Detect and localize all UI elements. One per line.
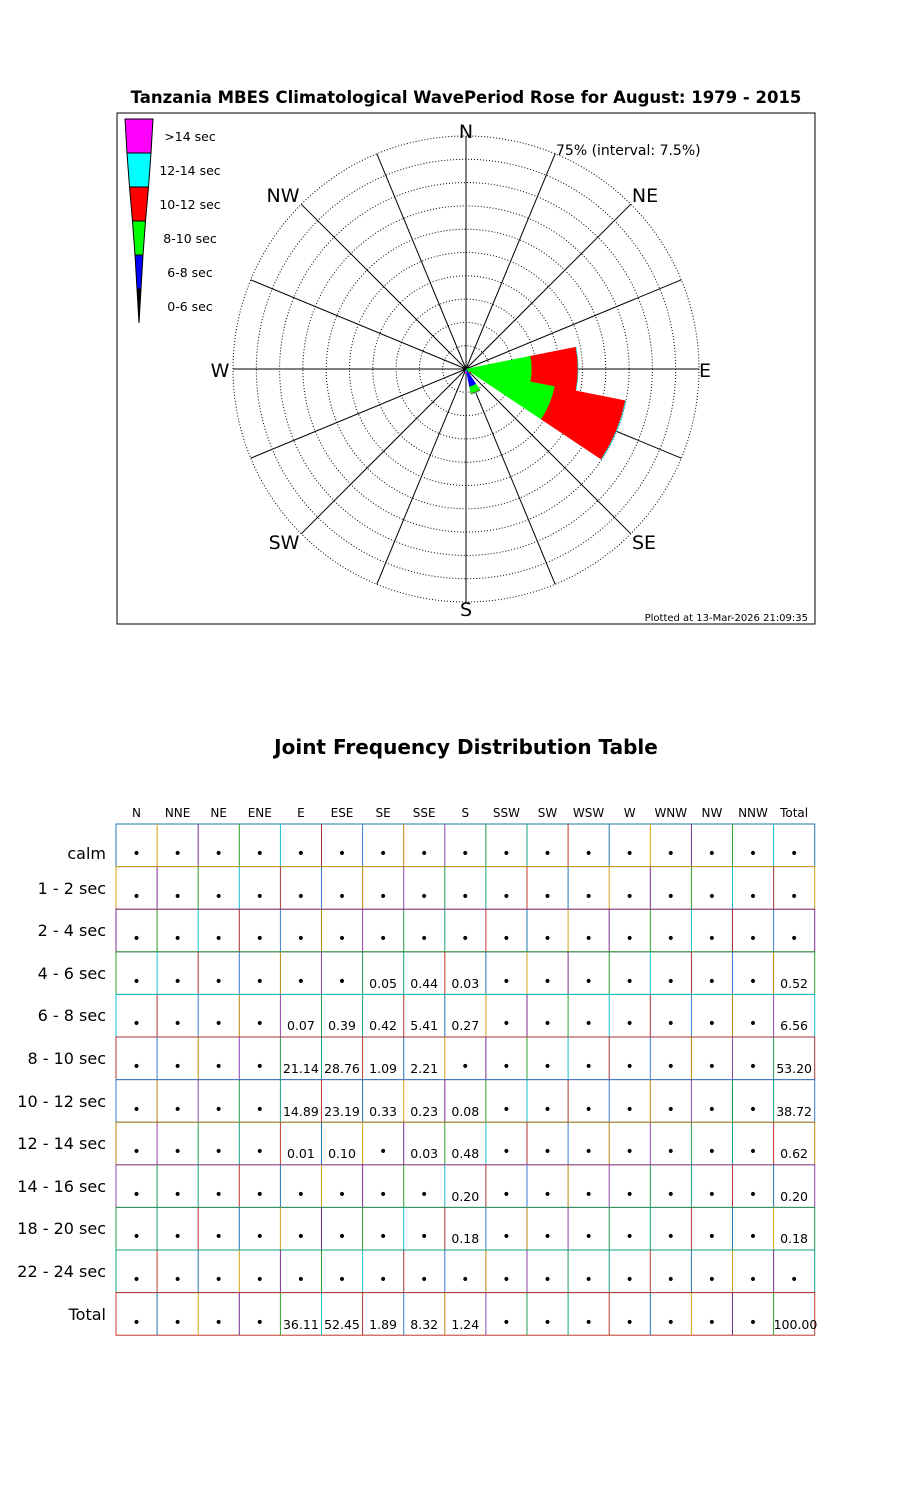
- table-cell: •: [543, 846, 552, 862]
- table-cell: •: [543, 1186, 552, 1203]
- table-cell: •: [461, 1059, 470, 1075]
- compass-nw: NW: [266, 185, 300, 207]
- table-cell: •: [748, 1186, 758, 1203]
- table-cell: 5.41: [410, 1018, 439, 1034]
- table-cell: •: [420, 1186, 429, 1203]
- table-cell: •: [214, 1272, 223, 1288]
- col-header-nnw: NNW: [738, 806, 768, 820]
- row-header: 6 - 8 sec: [37, 1006, 106, 1026]
- table-cell: •: [584, 1272, 593, 1288]
- table-cell: •: [296, 1186, 306, 1203]
- table-cell: •: [337, 1272, 347, 1288]
- table-cell: •: [378, 931, 388, 948]
- table-cell: •: [420, 931, 429, 948]
- table-cell: •: [625, 846, 634, 862]
- table-cell: 0.62: [780, 1146, 809, 1162]
- table-cell: •: [543, 1144, 552, 1161]
- table-cell: •: [173, 1272, 182, 1288]
- table-cell: 21.14: [282, 1061, 319, 1076]
- row-header: 18 - 20 sec: [17, 1219, 106, 1239]
- table-cell: •: [789, 931, 799, 948]
- table-cell: •: [378, 1144, 388, 1161]
- table-cell: •: [625, 1314, 634, 1331]
- row-header: 10 - 12 sec: [17, 1091, 106, 1111]
- table-cell: 0.07: [286, 1018, 315, 1034]
- table-cell: •: [337, 1229, 347, 1246]
- row-header: 8 - 10 sec: [27, 1049, 106, 1068]
- table-cell: •: [625, 888, 634, 905]
- col-header-se: SE: [375, 806, 391, 820]
- table-cell: •: [789, 888, 799, 905]
- compass-s: S: [459, 599, 473, 621]
- table-cell: •: [255, 846, 264, 862]
- table-cell: 0.08: [451, 1103, 480, 1119]
- compass-sw: SW: [268, 532, 300, 554]
- table-cell: •: [584, 1314, 593, 1331]
- table-cell: 0.03: [410, 1146, 439, 1162]
- table-cell: •: [214, 1101, 223, 1118]
- table-cell: •: [502, 1144, 511, 1161]
- table-cell: •: [584, 888, 593, 905]
- table-cell: •: [420, 846, 429, 862]
- table-cell: •: [378, 1272, 388, 1288]
- table-cell: •: [296, 888, 306, 905]
- table-cell: •: [584, 931, 593, 948]
- table-cell: •: [666, 888, 675, 905]
- table-cell: 0.05: [369, 975, 398, 991]
- col-header-e: E: [297, 806, 305, 820]
- table-cell: •: [748, 1101, 758, 1118]
- row-header: 12 - 14 sec: [17, 1134, 106, 1154]
- table-cell: 0.18: [780, 1231, 809, 1247]
- col-header-nne: NNE: [164, 806, 191, 820]
- table-cell: •: [666, 1101, 675, 1118]
- table-cell: •: [584, 973, 593, 990]
- table-cell: •: [337, 973, 347, 990]
- table-cell: 1.89: [369, 1316, 398, 1332]
- table-cell: 1.24: [451, 1316, 480, 1332]
- table-cell: •: [707, 846, 717, 862]
- table-cell: •: [378, 846, 388, 862]
- row-header: 1 - 2 sec: [37, 878, 106, 898]
- table-cell: 0.44: [410, 975, 439, 991]
- row-header: 14 - 16 sec: [17, 1176, 106, 1196]
- rose-title: Tanzania MBES Climatological WavePeriod Rose for August: 1979 - 2015: [130, 88, 802, 107]
- table-cell: •: [337, 888, 347, 905]
- table-cell: •: [461, 888, 470, 905]
- col-header-n: N: [132, 806, 141, 820]
- legend-label: 0-6 sec: [167, 299, 213, 314]
- compass-n: N: [458, 121, 474, 143]
- table-cell: •: [420, 888, 429, 905]
- table-cell: •: [502, 1059, 511, 1075]
- table-cell: •: [789, 1272, 799, 1288]
- table-cell: •: [214, 1144, 223, 1161]
- table-cell: •: [502, 973, 511, 990]
- table-cell: •: [173, 973, 182, 990]
- table-cell: •: [296, 931, 306, 948]
- table-cell: •: [461, 1272, 470, 1288]
- table-cell: 0.48: [451, 1146, 480, 1162]
- row-header: 4 - 6 sec: [37, 963, 106, 983]
- plotted-timestamp: Plotted at 13-Mar-2026 21:09:35: [644, 613, 808, 624]
- col-header-sse: SSE: [412, 806, 436, 820]
- table-cell: 100.00: [773, 1316, 818, 1332]
- table-cell: •: [173, 1144, 182, 1161]
- table-cell: •: [748, 973, 758, 990]
- table-cell: •: [173, 888, 182, 905]
- table-cell: •: [666, 1059, 675, 1075]
- table-cell: •: [255, 1229, 264, 1246]
- table-cell: •: [173, 1016, 182, 1033]
- table-cell: •: [132, 1272, 141, 1288]
- table-cell: •: [748, 888, 758, 905]
- table-cell: •: [502, 888, 511, 905]
- table-cell: •: [502, 846, 511, 862]
- table-cell: •: [214, 1059, 223, 1075]
- table-cell: 0.42: [369, 1018, 398, 1034]
- table-cell: •: [132, 1229, 141, 1246]
- legend-label: 8-10 sec: [163, 231, 217, 246]
- table-cell: •: [132, 931, 141, 948]
- table-cell: •: [707, 1314, 717, 1331]
- table-cell: •: [666, 846, 675, 862]
- col-header-total: Total: [780, 806, 809, 820]
- table-cell: 0.27: [451, 1018, 480, 1034]
- table-cell: •: [173, 1059, 182, 1075]
- table-cell: •: [625, 1016, 634, 1033]
- col-header-s: S: [461, 806, 470, 820]
- table-cell: •: [543, 1229, 552, 1246]
- table-cell: 8.32: [410, 1316, 439, 1332]
- table-cell: •: [255, 1101, 264, 1118]
- table-cell: •: [666, 1314, 675, 1331]
- table-cell: •: [707, 1101, 717, 1118]
- table-cell: •: [707, 973, 717, 990]
- table-cell: •: [584, 846, 593, 862]
- table-cell: •: [255, 1314, 264, 1331]
- row-header: 2 - 4 sec: [37, 921, 106, 941]
- table-cell: •: [214, 973, 223, 990]
- compass-e: E: [698, 360, 712, 382]
- table-cell: •: [214, 931, 223, 948]
- table-cell: •: [255, 888, 264, 905]
- table-cell: •: [625, 931, 634, 948]
- table-cell: •: [502, 1229, 511, 1246]
- table-cell: •: [132, 1101, 141, 1118]
- table-cell: •: [296, 973, 306, 990]
- table-cell: 14.89: [282, 1103, 319, 1119]
- col-header-w: W: [623, 806, 636, 820]
- table-cell: •: [543, 888, 552, 905]
- col-header-wsw: WSW: [572, 806, 605, 820]
- table-cell: 0.20: [780, 1188, 809, 1204]
- table-cell: •: [255, 973, 264, 990]
- col-header-ene: ENE: [247, 806, 272, 820]
- table-cell: •: [584, 1101, 593, 1118]
- table-cell: •: [707, 1186, 717, 1203]
- table-cell: 0.10: [328, 1146, 356, 1162]
- table-cell: •: [337, 1186, 347, 1203]
- table-cell: 0.39: [328, 1018, 356, 1034]
- legend-label: 6-8 sec: [167, 265, 213, 280]
- legend-label: 12-14 sec: [159, 163, 221, 178]
- compass-se: SE: [631, 532, 657, 554]
- col-header-nw: NW: [701, 806, 723, 820]
- table-cell: •: [666, 1016, 675, 1033]
- table-cell: •: [420, 1229, 429, 1246]
- col-header-ese: ESE: [330, 806, 354, 820]
- table-cell: •: [132, 1059, 141, 1075]
- table-cell: 6.56: [780, 1018, 809, 1034]
- table-cell: •: [666, 1186, 675, 1203]
- table-cell: •: [337, 846, 347, 862]
- table-cell: •: [378, 1186, 388, 1203]
- table-cell: •: [337, 931, 347, 948]
- table-cell: •: [461, 846, 470, 862]
- col-header-wnw: WNW: [654, 806, 688, 820]
- table-cell: •: [543, 1059, 552, 1075]
- table-cell: •: [502, 931, 511, 948]
- table-cell: •: [255, 1059, 264, 1075]
- col-header-sw: SW: [537, 806, 558, 820]
- table-cell: 38.72: [776, 1103, 812, 1119]
- table-cell: •: [584, 1059, 593, 1075]
- table-cell: •: [666, 973, 675, 990]
- table-cell: •: [666, 1144, 675, 1161]
- table-cell: •: [543, 931, 552, 948]
- table-cell: •: [666, 931, 675, 948]
- table-cell: •: [296, 846, 306, 862]
- table-cell: •: [543, 1272, 552, 1288]
- table-cell: 23.19: [324, 1103, 360, 1119]
- table-cell: 52.45: [324, 1316, 360, 1332]
- table-cell: •: [789, 846, 799, 862]
- table-cell: •: [707, 1016, 717, 1033]
- table-cell: •: [132, 888, 141, 905]
- table-cell: •: [173, 1314, 182, 1331]
- table-cell: •: [707, 888, 717, 905]
- table-cell: •: [255, 1016, 264, 1033]
- table-cell: 2.21: [410, 1061, 439, 1076]
- table-cell: •: [707, 1229, 717, 1246]
- table-cell: •: [502, 1016, 511, 1033]
- jfd-title: Joint Frequency Distribution Table: [274, 735, 658, 759]
- table-cell: •: [461, 931, 470, 948]
- table-cell: 28.76: [324, 1061, 360, 1076]
- table-cell: •: [502, 1272, 511, 1288]
- table-cell: •: [625, 1186, 634, 1203]
- table-cell: •: [625, 1101, 634, 1118]
- table-cell: •: [296, 1272, 306, 1288]
- table-cell: 0.18: [451, 1231, 480, 1247]
- table-cell: •: [255, 931, 264, 948]
- table-cell: •: [748, 846, 758, 862]
- compass-w: W: [210, 360, 230, 382]
- table-cell: 36.11: [282, 1316, 319, 1332]
- table-cell: •: [214, 1186, 223, 1203]
- table-cell: •: [625, 1229, 634, 1246]
- table-cell: 53.20: [776, 1061, 812, 1076]
- table-cell: •: [543, 1314, 552, 1331]
- col-header-ssw: SSW: [492, 806, 520, 820]
- table-cell: •: [543, 1101, 552, 1118]
- table-cell: •: [707, 1272, 717, 1288]
- table-cell: •: [214, 1229, 223, 1246]
- legend-label: 10-12 sec: [159, 197, 221, 212]
- table-cell: •: [666, 1229, 675, 1246]
- table-cell: •: [132, 1144, 141, 1161]
- table-cell: •: [502, 1101, 511, 1118]
- table-cell: •: [378, 1229, 388, 1246]
- table-cell: •: [707, 931, 717, 948]
- table-cell: •: [132, 846, 141, 862]
- row-header: calm: [67, 844, 106, 863]
- table-cell: •: [255, 1144, 264, 1161]
- table-cell: 0.20: [451, 1188, 480, 1204]
- table-cell: •: [584, 1229, 593, 1246]
- table-cell: 0.03: [451, 975, 480, 991]
- table-cell: •: [296, 1229, 306, 1246]
- table-cell: •: [255, 1272, 264, 1288]
- table-cell: •: [502, 1314, 511, 1331]
- table-cell: •: [584, 1186, 593, 1203]
- row-header: 22 - 24 sec: [17, 1262, 106, 1281]
- table-cell: •: [748, 1059, 758, 1075]
- compass-ne: NE: [631, 185, 659, 207]
- table-cell: •: [420, 1272, 429, 1288]
- table-cell: •: [502, 1186, 511, 1203]
- table-cell: 0.23: [410, 1103, 439, 1119]
- table-cell: •: [748, 1272, 758, 1288]
- row-header: Total: [68, 1304, 106, 1324]
- legend-label: >14 sec: [164, 129, 216, 144]
- table-cell: •: [173, 1229, 182, 1246]
- table-cell: •: [132, 1186, 141, 1203]
- table-cell: •: [584, 1144, 593, 1161]
- table-cell: •: [543, 1016, 552, 1033]
- table-cell: •: [707, 1144, 717, 1161]
- table-cell: •: [625, 1272, 634, 1288]
- table-cell: •: [748, 1229, 758, 1246]
- table-cell: •: [666, 1272, 675, 1288]
- table-cell: 0.33: [369, 1103, 398, 1119]
- table-cell: •: [173, 1101, 182, 1118]
- table-cell: •: [625, 1144, 634, 1161]
- table-cell: •: [173, 1186, 182, 1203]
- table-cell: •: [748, 1016, 758, 1033]
- table-cell: •: [132, 1314, 141, 1331]
- table-cell: •: [255, 1186, 264, 1203]
- table-cell: 0.01: [286, 1146, 315, 1162]
- table-cell: •: [748, 1144, 758, 1161]
- table-cell: •: [132, 973, 141, 990]
- table-cell: •: [543, 973, 552, 990]
- table-cell: •: [748, 1314, 758, 1331]
- table-cell: 0.52: [780, 975, 809, 991]
- table-cell: 1.09: [369, 1061, 398, 1076]
- table-cell: •: [214, 888, 223, 905]
- table-cell: •: [173, 931, 182, 948]
- interval-label: 75% (interval: 7.5%): [556, 143, 701, 159]
- table-cell: •: [707, 1059, 717, 1075]
- table-cell: •: [625, 973, 634, 990]
- table-cell: •: [214, 846, 223, 862]
- table-cell: •: [214, 1314, 223, 1331]
- table-cell: •: [625, 1059, 634, 1075]
- table-cell: •: [378, 888, 388, 905]
- table-cell: •: [214, 1016, 223, 1033]
- table-cell: •: [748, 931, 758, 948]
- col-header-ne: NE: [210, 806, 227, 820]
- table-cell: •: [132, 1016, 141, 1033]
- table-cell: •: [584, 1016, 593, 1033]
- table-cell: •: [173, 846, 182, 862]
